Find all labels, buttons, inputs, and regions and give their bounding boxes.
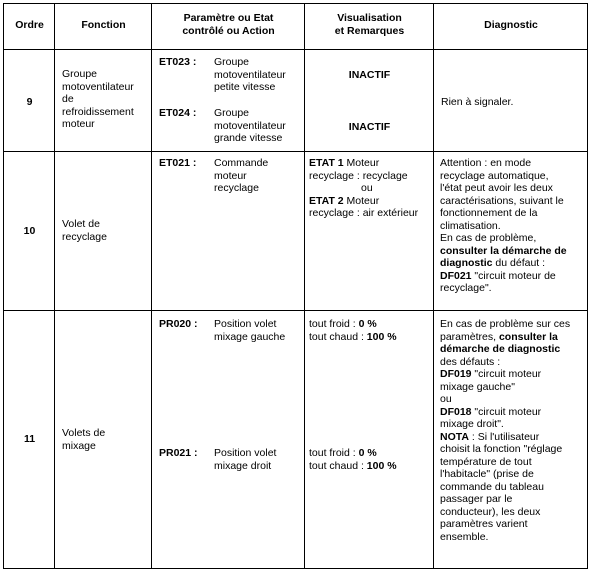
row-9-fonction — [62, 68, 134, 131]
header-parametre-line1: Paramètre ou Etat — [183, 12, 274, 24]
diagnostic-line: Attention : en mode — [440, 157, 532, 169]
fonction-line: Groupe — [62, 68, 98, 80]
param-code-pr021: PR021 : — [159, 447, 198, 459]
diagnostic-text: du défaut : — [492, 257, 546, 269]
visu-pr020 — [309, 318, 397, 343]
etat2-text: Moteur — [343, 194, 380, 207]
param-desc-pr021 — [214, 447, 276, 472]
visu-pr021 — [309, 447, 397, 472]
fonction-line: mixage — [62, 439, 96, 452]
row-divider-10 — [3, 310, 588, 311]
header-parametre — [152, 12, 305, 38]
header-fonction: Fonction — [81, 19, 126, 31]
table-border-right — [587, 3, 588, 569]
diagnostic-line: des défauts : — [440, 355, 501, 368]
param-line: motoventilateur — [214, 68, 286, 81]
header-diagnostic: Diagnostic — [484, 19, 538, 31]
row-divider-9 — [3, 151, 588, 152]
column-divider-2 — [151, 3, 152, 569]
column-divider-4 — [433, 3, 434, 569]
param-line: mixage droit — [214, 459, 272, 472]
diagnostic-line: fonctionnement de la — [440, 207, 538, 219]
table-border-left — [3, 3, 4, 569]
header-ordre: Ordre — [15, 19, 44, 31]
diagnostic-bold-line: démarche de diagnostic — [440, 343, 561, 355]
header-row-divider — [3, 49, 588, 50]
param-desc-pr020 — [214, 318, 285, 343]
visu-inactif-et023: INACTIF — [348, 69, 391, 81]
diagnostic-line: recyclage automatique, — [440, 169, 549, 182]
row-11-ordre: 11 — [23, 433, 36, 445]
nota-code: NOTA — [440, 430, 469, 443]
diagnostic-bold-word: diagnostic — [440, 257, 493, 269]
row-11-fonction — [62, 427, 105, 452]
param-desc-et023 — [214, 56, 286, 94]
etat1-text: Moteur — [343, 157, 380, 169]
table-border-bottom — [3, 568, 588, 569]
froid-label: tout froid : — [309, 447, 359, 459]
param-line: moteur — [214, 169, 247, 182]
row-10-diagnostic — [440, 157, 567, 295]
df018-text: "circuit moteur — [471, 405, 542, 418]
visu-ou: ou — [361, 182, 373, 194]
table-border-top — [3, 3, 588, 4]
chaud-label: tout chaud : — [309, 459, 367, 472]
etat1-line2: recyclage : recyclage — [309, 169, 408, 182]
fonction-line: Volet de — [62, 218, 100, 230]
etat1-code: ETAT 1 — [309, 157, 344, 169]
param-code-et021: ET021 : — [159, 157, 197, 169]
df019-code: DF019 — [440, 368, 472, 380]
fonction-line: de — [62, 93, 74, 105]
nota-line: l'habitacle" (prise de — [440, 468, 534, 480]
diagnostic-line: En cas de problème sur ces — [440, 318, 571, 330]
fonction-line: motoventilateur — [62, 80, 134, 93]
chaud-label: tout chaud : — [309, 330, 367, 343]
param-code-et024: ET024 : — [159, 107, 197, 119]
header-visualisation — [305, 12, 434, 38]
param-line: Groupe — [214, 107, 250, 119]
nota-line: commande du tableau — [440, 480, 544, 493]
param-line: mixage gauche — [214, 330, 286, 343]
param-desc-et021 — [214, 157, 268, 195]
df021-line2: recyclage". — [440, 282, 492, 294]
fonction-line: Volets de — [62, 427, 106, 439]
nota-line: ensemble. — [440, 530, 489, 543]
param-line: recyclage — [214, 182, 259, 194]
visu-inactif-et024: INACTIF — [348, 121, 391, 133]
chaud-value: 100 % — [366, 459, 397, 472]
etat2-code: ETAT 2 — [309, 194, 344, 207]
froid-value: 0 % — [358, 447, 377, 459]
param-desc-et024 — [214, 107, 286, 145]
diagnostic-bold-word: consulter la — [498, 330, 558, 343]
nota-line: choisit la fonction "réglage — [440, 443, 563, 455]
nota-line: paramètres varient — [440, 518, 528, 530]
chaud-value: 100 % — [366, 330, 397, 343]
param-code-et023: ET023 : — [159, 56, 197, 68]
param-code-pr020: PR020 : — [159, 318, 198, 330]
diagnostic-text: paramètres, — [440, 330, 499, 343]
nota-text: : Si l'utilisateur — [468, 430, 540, 443]
etat2-line2: recyclage : air extérieur — [309, 207, 419, 219]
row-9-diagnostic: Rien à signaler. — [441, 96, 514, 108]
df018-code: DF018 — [440, 405, 472, 418]
fonction-line: recyclage — [62, 230, 107, 243]
nota-line: température de tout — [440, 455, 532, 468]
froid-value: 0 % — [358, 318, 377, 330]
df019-text: "circuit moteur — [471, 368, 542, 380]
froid-label: tout froid : — [309, 318, 359, 330]
df018-line2: mixage droit". — [440, 418, 504, 430]
diagnostic-line: caractérisations, suivant le — [440, 194, 564, 207]
df019-line2: mixage gauche" — [440, 380, 515, 393]
header-parametre-line2: contrôlé ou Action — [182, 25, 275, 37]
row-10-visualisation — [309, 157, 418, 220]
header-visualisation-line1: Visualisation — [337, 12, 402, 24]
df021-text: "circuit moteur de — [471, 269, 556, 282]
diagnostic-bold-line: consulter la démarche de — [440, 244, 567, 257]
param-line: motoventilateur — [214, 119, 286, 132]
param-line: Groupe — [214, 56, 250, 68]
diagnostic-line: climatisation. — [440, 219, 501, 232]
param-line: Position volet — [214, 318, 277, 330]
row-10-fonction — [62, 218, 107, 243]
column-divider-3 — [304, 3, 305, 569]
row-10-ordre: 10 — [23, 225, 36, 237]
diagnostic-ou: ou — [440, 393, 452, 405]
row-9-ordre: 9 — [26, 96, 33, 108]
df021-code: DF021 — [440, 269, 472, 282]
fonction-line: refroidissement — [62, 105, 134, 118]
param-line: petite vitesse — [214, 81, 276, 93]
row-11-diagnostic — [440, 318, 570, 543]
nota-line: conducteur), les deux — [440, 505, 541, 518]
param-line: Position volet — [214, 447, 277, 459]
diagnostic-line: l'état peut avoir les deux — [440, 182, 553, 194]
param-line: Commande — [214, 157, 269, 169]
fonction-line: moteur — [62, 118, 95, 130]
column-divider-1 — [54, 3, 55, 569]
diagnostic-line: En cas de problème, — [440, 232, 537, 244]
param-line: grande vitesse — [214, 132, 283, 144]
header-visualisation-line2: et Remarques — [334, 25, 405, 37]
nota-line: passager par le — [440, 493, 513, 505]
